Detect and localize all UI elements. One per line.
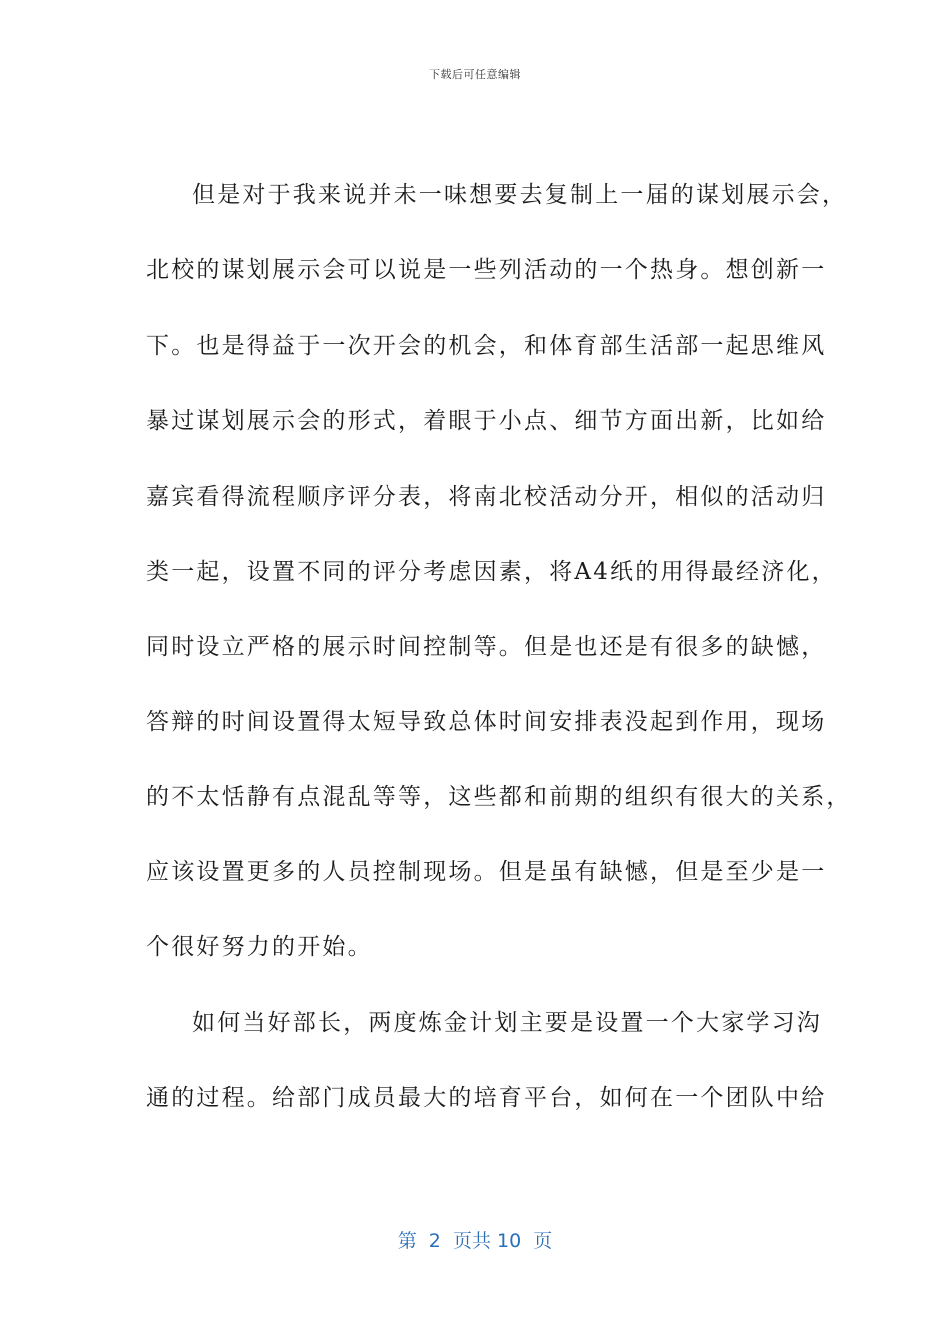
- paragraph-line: 同时设立严格的展示时间控制等。但是也还是有很多的缺憾，: [146, 634, 827, 660]
- paragraph-line: 北校的谋划展示会可以说是一些列活动的一个热身。想创新一: [146, 257, 827, 283]
- header-note: 下载后可任意编辑: [429, 68, 521, 81]
- paragraph-line: 类一起，设置不同的评分考虑因素，将A4纸的用得最经济化，: [146, 559, 837, 585]
- paragraph-line: 暴过谋划展示会的形式，着眼于小点、细节方面出新，比如给: [146, 408, 827, 434]
- paragraph-line: 应该设置更多的人员控制现场。但是虽有缺憾，但是至少是一: [146, 859, 827, 885]
- paragraph-line: 如何当好部长，两度炼金计划主要是设置一个大家学习沟: [192, 1010, 822, 1036]
- paragraph-line: 下。也是得益于一次开会的机会，和体育部生活部一起思维风: [146, 333, 827, 359]
- paragraph-line: 但是对于我来说并未一味想要去复制上一届的谋划展示会，: [192, 182, 848, 208]
- paragraph-line: 答辩的时间设置得太短导致总体时间安排表没起到作用，现场: [146, 709, 827, 735]
- page-number-footer: 第 2 页共 10 页: [397, 1230, 553, 1252]
- paragraph-line: 嘉宾看得流程顺序评分表，将南北校活动分开，相似的活动归: [146, 484, 827, 510]
- paragraph-line: 的不太恬静有点混乱等等，这些都和前期的组织有很大的关系，: [146, 784, 852, 810]
- paragraph-line: 个很好努力的开始。: [146, 934, 373, 960]
- paragraph-line: 通的过程。给部门成员最大的培育平台，如何在一个团队中给: [146, 1085, 827, 1111]
